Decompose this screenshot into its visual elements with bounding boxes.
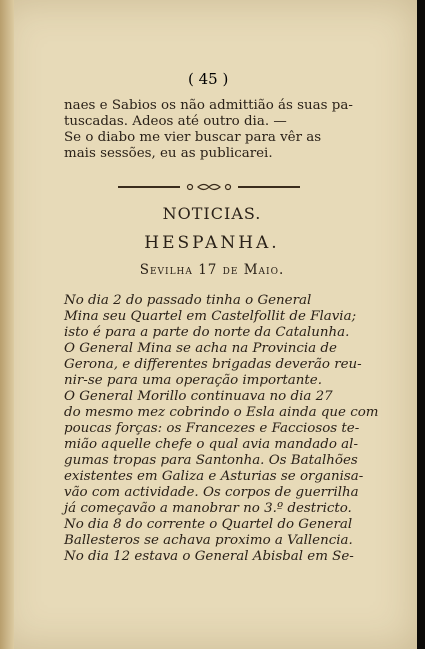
text-line: existentes em Galiza e Asturias se organisa- (64, 469, 364, 484)
text-line: gumas tropas para Santonha. Os Batalhões (64, 453, 358, 468)
ornamental-rule-icon (118, 182, 300, 192)
text-line: Se o diabo me vier buscar para vêr as (64, 130, 322, 145)
text-line: Ballesteros se achava proximo a Vallencia. (64, 533, 353, 548)
heading-hespanha: HESPANHA. (144, 233, 280, 253)
text-line: No dia 2 do passado tinha o General (64, 293, 312, 308)
heading-noticias: NOTICIAS. (162, 204, 262, 223)
text-line: vão com actividade. Os corpos de guerrilha (64, 485, 359, 500)
text-line: No dia 8 do corrente o Quartel do General (64, 517, 353, 532)
text-line: tuscadas. Adeos até outro dia. — (64, 114, 287, 129)
text-line: No dia 12 estava o General Abisbal em Se- (64, 549, 354, 564)
text-line: já começavão a manobrar no 3.º destricto. (64, 501, 352, 516)
page-number: ( 45 ) (188, 70, 229, 88)
text-line: mião aquelle chefe o qual avia mandado al- (64, 437, 358, 452)
text-line: mais sessões, eu as publicarei. (64, 146, 273, 161)
text-line: O General Morillo continuava no dia 27 (64, 389, 333, 404)
page-gutter (0, 0, 14, 649)
text-line: poucas forças: os Francezes e Facciosos te- (64, 421, 360, 436)
text-line: Mina seu Quartel em Castelfollit de Flavia; (64, 309, 357, 324)
text-line: do mesmo mez cobrindo o Esla ainda que com (64, 405, 379, 420)
text-line: nir-se para uma operação importante. (64, 373, 322, 388)
dateline: Sevilha 17 de Maio. (139, 262, 285, 278)
text-line: isto é para a parte do norte da Catalunha. (64, 325, 350, 340)
text-line: O General Mina se acha na Provincia de (64, 341, 337, 356)
text-line: Gerona, e differentes brigadas deverão reu- (64, 357, 362, 372)
text-line: naes e Sabios os não admittião ás suas pa- (64, 98, 353, 113)
